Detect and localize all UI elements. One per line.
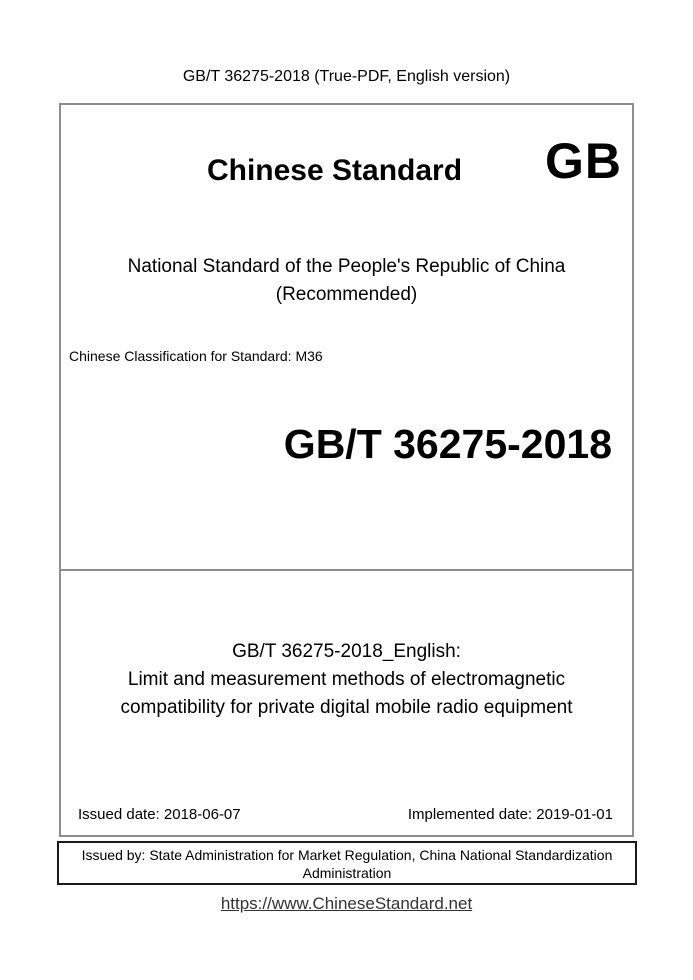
english-title-block: [61, 638, 632, 722]
brand-title: Chinese Standard: [206, 154, 463, 187]
issued-date: Issued date: 2018-06-07: [78, 806, 241, 823]
cover-bottom-section: [61, 571, 632, 835]
dates-row: [61, 805, 632, 825]
implemented-date: Implemented date: 2019-01-01: [407, 806, 613, 823]
issuer-line2: Administration: [302, 865, 392, 881]
english-title-line2: Limit and measurement methods of electromagnetic: [127, 669, 566, 690]
standard-number: GB/T 36275-2018: [283, 421, 612, 467]
recommended-line: (Recommended): [275, 284, 418, 305]
national-standard-block: [61, 253, 632, 309]
english-title-line1: GB/T 36275-2018_English:: [232, 641, 461, 662]
english-title-line3: compatibility for private digital mobile radio equipment: [120, 697, 573, 718]
page-footer: [0, 893, 693, 915]
gb-logo: GB: [545, 133, 622, 189]
national-standard-line: National Standard of the People's Republic of China: [127, 256, 566, 277]
classification-line: Chinese Classification for Standard: M36: [69, 348, 323, 364]
cover-main-box: [59, 103, 634, 837]
issuer-line1: Issued by: State Administration for Market Regulation, China National Standardization: [81, 847, 613, 863]
page-header-title: GB/T 36275-2018 (True-PDF, English version): [182, 68, 511, 85]
cover-top-section: [61, 105, 632, 571]
website-link[interactable]: https://www.ChineseStandard.net: [220, 894, 473, 913]
issuer-box: [57, 841, 637, 885]
